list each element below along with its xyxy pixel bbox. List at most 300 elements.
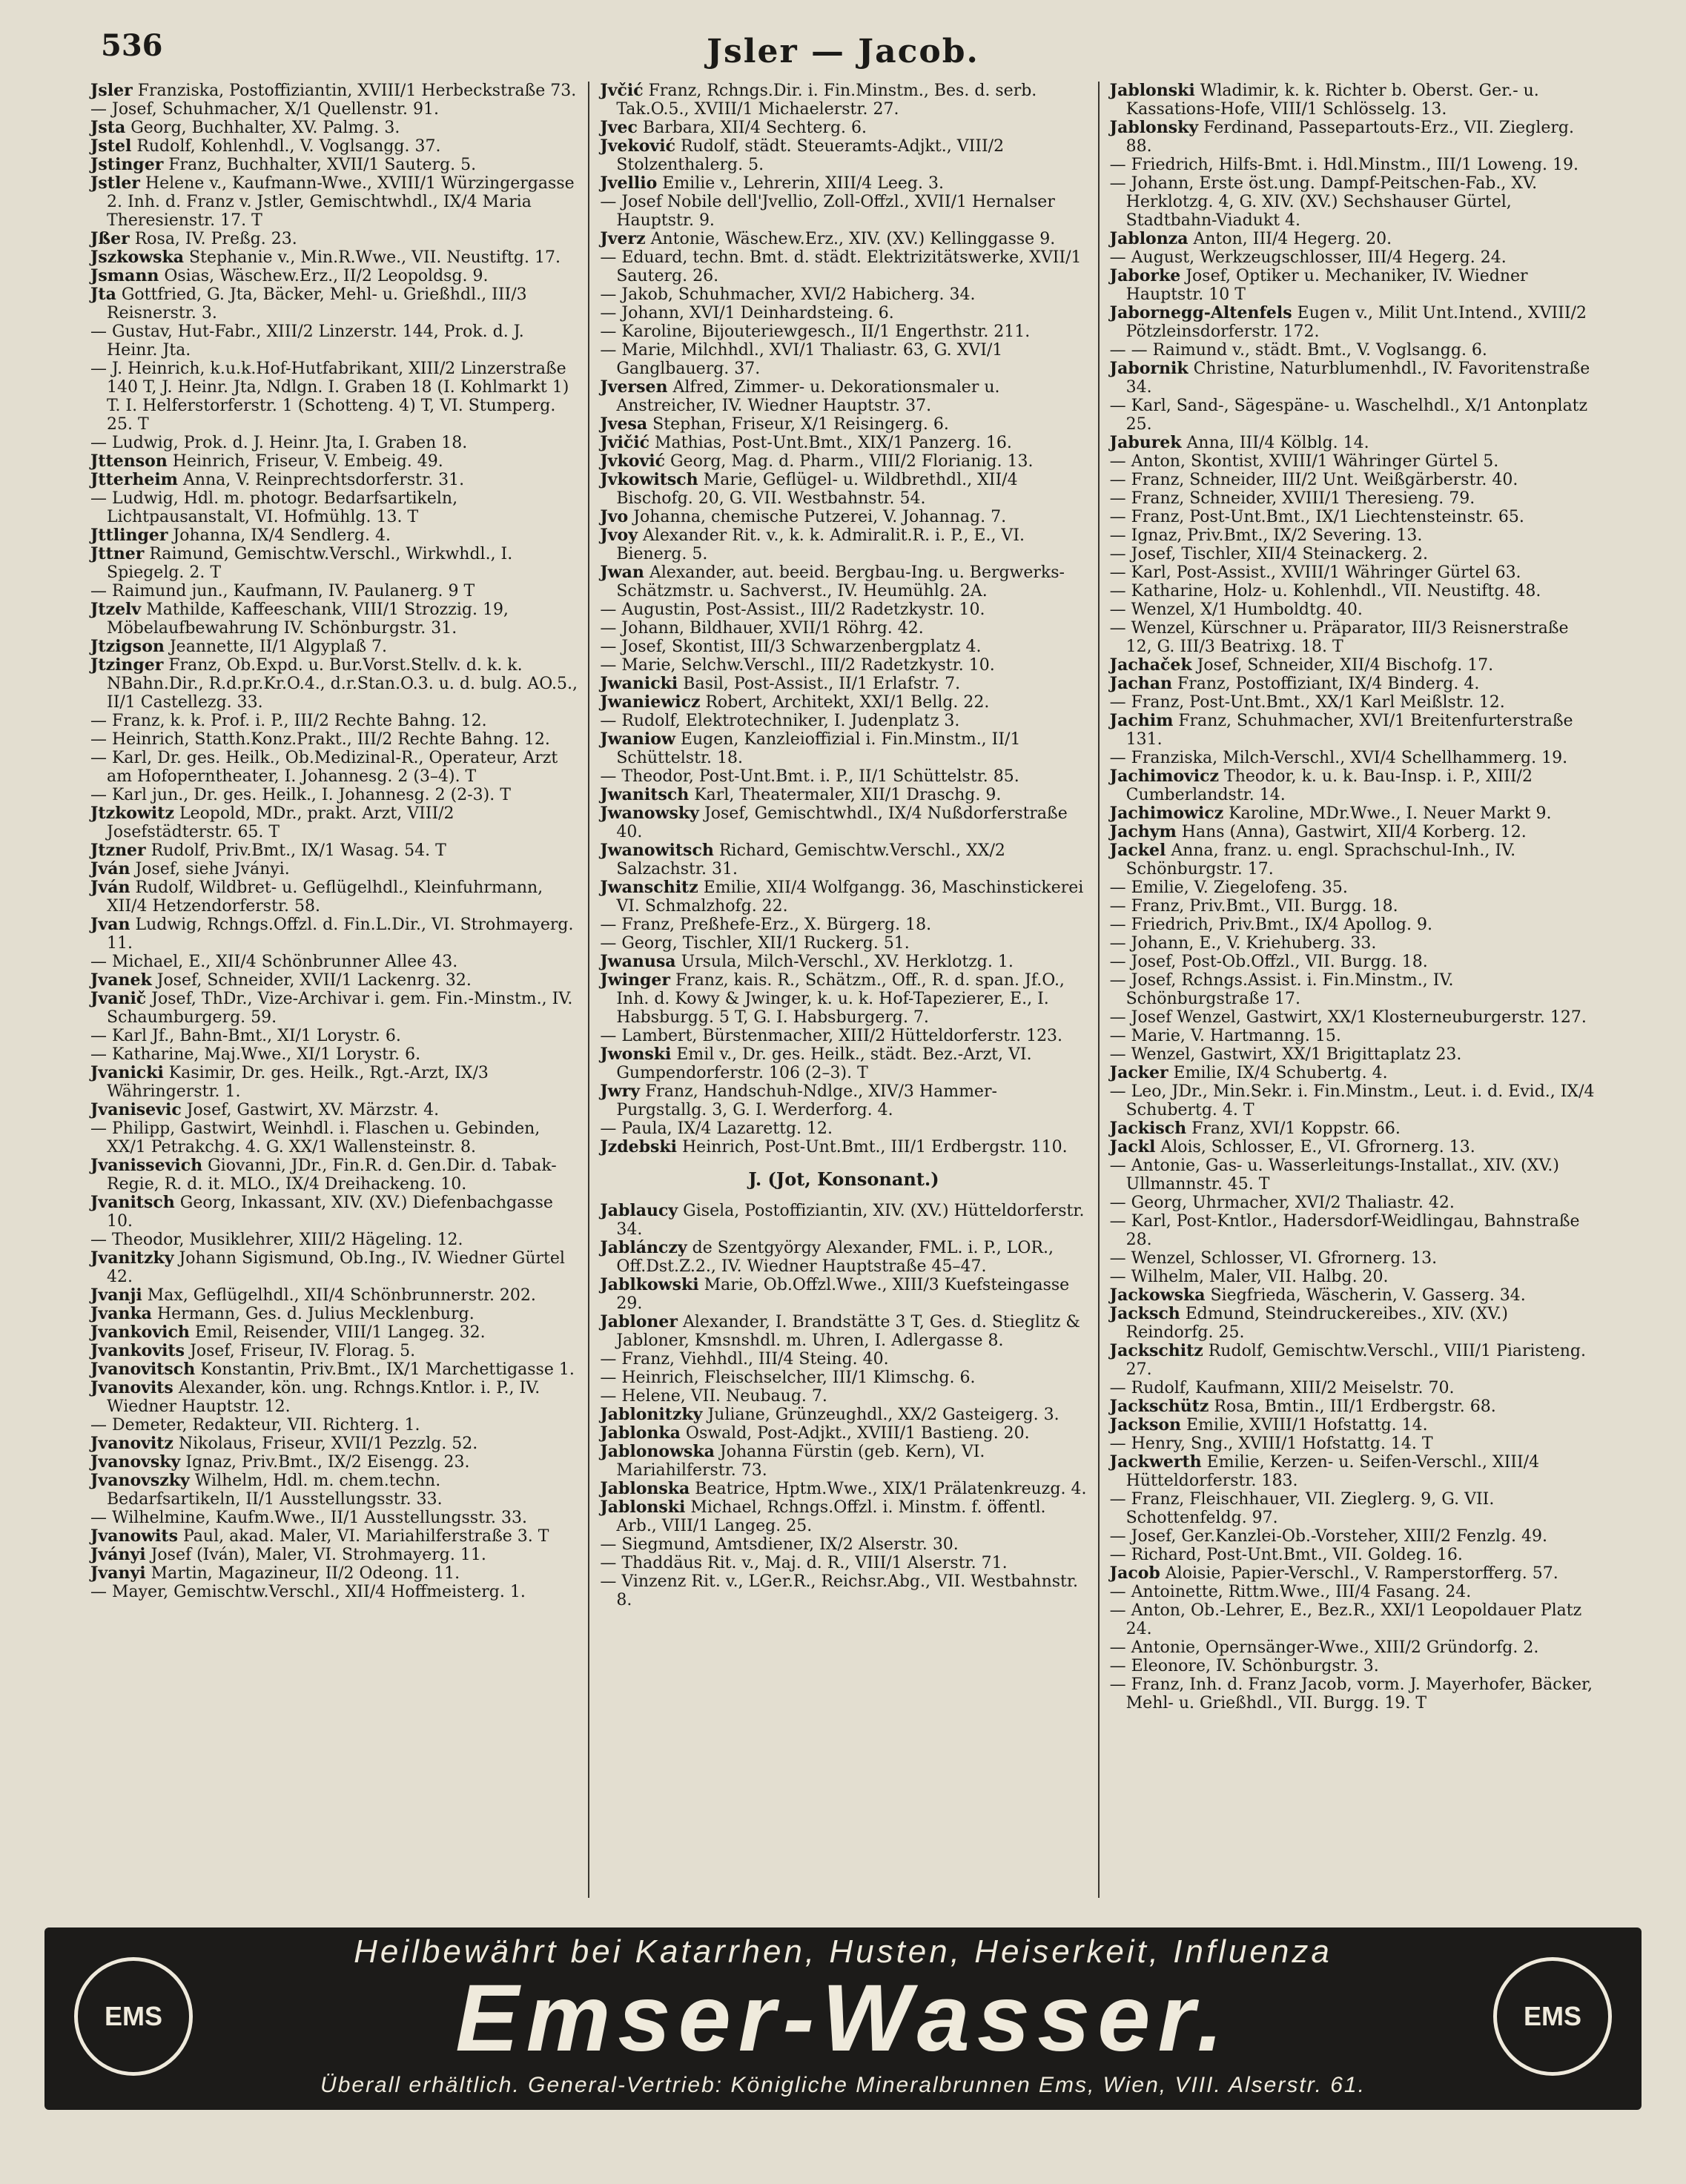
entry-details: Martin, Magazineur, II/2 Odeong. 11.: [151, 1564, 460, 1583]
entry-details: Josef, Friseur, IV. Florag. 5.: [190, 1342, 416, 1360]
directory-entry: [600, 1498, 1087, 1535]
entry-details: — Lambert, Bürstenmacher, XIII/2 Hütteldorferstr. 123.: [600, 1027, 1063, 1045]
entry-details: — Ludwig, Hdl. m. photogr. Bedarfsartikeln, Lichtpausanstalt, VI. Hofmühlg. 13. T: [90, 489, 458, 526]
directory-entry: [1110, 1675, 1597, 1713]
directory-entry: [90, 100, 578, 119]
entry-surname: Jvellio: [600, 173, 658, 193]
entry-surname: Jachym: [1109, 822, 1177, 841]
entry-details: Emilie v., Lehrerin, XIII/4 Leeg. 3.: [662, 174, 944, 193]
ems-logo-right: EMS: [1493, 1957, 1612, 2076]
entry-details: Raimund, Gemischtw.Verschl., Wirkwhdl., I. Spiegelg. 2. T: [107, 545, 513, 582]
directory-entry: [90, 916, 578, 953]
entry-surname: Jablonska: [600, 1479, 690, 1498]
directory-entry: [90, 841, 578, 860]
entry-details: Osias, Wäschew.Erz., II/2 Leopoldsg. 9.: [164, 267, 489, 285]
entry-surname: Jvanovitz: [90, 1434, 173, 1453]
directory-entry: [600, 1480, 1087, 1498]
entry-details: Marie, Ob.Offzl.Wwe., XIII/3 Kuefsteingasse 29.: [616, 1276, 1070, 1313]
directory-entry: [1110, 174, 1597, 230]
directory-entry: [90, 878, 578, 916]
entry-details: — Franz, Viehhdl., III/4 Steing. 40.: [600, 1350, 889, 1369]
entry-details: Gottfried, G. Jta, Bäcker, Mehl- u. Grießhdl., III/3 Reisnerstr. 3.: [107, 285, 527, 322]
directory-entry: [1110, 619, 1597, 656]
entry-details: — Rudolf, Kaufmann, XIII/2 Meiselstr. 70.: [1109, 1379, 1455, 1397]
entry-details: — Antonie, Gas- u. Wasserleitungs-Installat., XIV. (XV.) Ullmannstr. 45. T: [1109, 1156, 1559, 1194]
directory-entry: [90, 1064, 578, 1101]
entry-details: Emil v., Dr. ges. Heilk., städt. Bez.-Arzt, VI. Gumpendorferstr. 106 (2–3). T: [616, 1045, 1032, 1082]
entry-surname: Jacob: [1109, 1563, 1160, 1583]
directory-entry: [600, 600, 1087, 619]
entry-surname: Jablonowska: [600, 1442, 715, 1461]
directory-entry: [600, 934, 1087, 953]
entry-surname: Jvo: [600, 507, 629, 526]
entry-surname: Jablonza: [1109, 229, 1189, 248]
directory-entry: [90, 156, 578, 174]
directory-entry: [1110, 1583, 1597, 1601]
directory-entry: [90, 1249, 578, 1286]
directory-entry: [90, 285, 578, 322]
directory-entry: [90, 712, 578, 730]
entry-details: Oswald, Post-Adjkt., XVIII/1 Bastieng. 20.: [685, 1424, 1030, 1443]
entry-details: Emil, Reisender, VIII/1 Langeg. 32.: [194, 1323, 486, 1342]
entry-details: Georg, Inkassant, XIV. (XV.) Diefenbachgasse 10.: [107, 1194, 553, 1231]
entry-details: Franz, Schuhmacher, XVI/1 Breitenfurterstraße 131.: [1125, 712, 1573, 749]
directory-entry: [1110, 119, 1597, 156]
directory-entry: [1110, 341, 1597, 360]
entry-details: — Heinrich, Statth.Konz.Prakt., III/2 Rechte Bahng. 12.: [90, 730, 550, 749]
entry-details: Eugen v., Milit Unt.Intend., XVIII/2 Pötzleinsdorferstr. 172.: [1125, 304, 1587, 341]
entry-details: — Josef, Tischler, XII/4 Steinackerg. 2.: [1109, 545, 1428, 563]
entry-details: — Karoline, Bijouteriewgesch., II/1 Engerthstr. 211.: [600, 322, 1031, 341]
directory-entry: [1110, 897, 1597, 916]
entry-details: Anton, III/4 Hegerg. 20.: [1193, 230, 1392, 248]
directory-entry: [90, 786, 578, 804]
directory-entry: [1110, 1064, 1597, 1082]
entry-surname: Jvanowits: [90, 1526, 178, 1546]
entry-details: — Wilhelmine, Kaufm.Wwe., II/1 Ausstellungsstr. 33.: [90, 1509, 528, 1527]
entry-surname: Jvoy: [600, 526, 638, 545]
entry-surname: Jvanek: [90, 970, 152, 990]
entry-details: — J. Heinrich, k.u.k.Hof-Hutfabrikant, XIII/2 Linzerstraße 140 T, J. Heinr. Jta, Ndlgn. I. Graben 18 (I. Kohlmarkt 1) T. I. Helferstorferstr. 1 (Schotteng. 4) T, VI. Stumperg. 25. T: [90, 360, 569, 434]
entry-details: — Wenzel, Kürschner u. Präparator, III/3 Reisnerstraße 12, G. III/3 Beatrixg. 18. T: [1109, 619, 1569, 656]
directory-entry: [1110, 304, 1597, 341]
entry-surname: Jvanovsky: [90, 1452, 181, 1472]
entry-surname: Jvičić: [600, 433, 650, 452]
entry-surname: Jackl: [1109, 1137, 1156, 1156]
directory-entry: [600, 730, 1087, 767]
page-number: 536: [101, 28, 163, 63]
directory-entry: [1110, 1156, 1597, 1194]
directory-entry: [90, 1379, 578, 1416]
entry-surname: Jabornegg-Altenfels: [1109, 303, 1292, 322]
directory-entry: [90, 452, 578, 471]
entry-surname: Jvankovich: [90, 1323, 190, 1342]
directory-entry: [600, 1119, 1087, 1138]
entry-surname: Jwanowitsch: [600, 841, 714, 860]
directory-entry: [600, 1554, 1087, 1572]
entry-surname: Jvanitzky: [90, 1248, 174, 1268]
directory-entry: [1110, 1082, 1597, 1119]
directory-entry: [600, 508, 1087, 526]
directory-entry: [1110, 267, 1597, 304]
directory-entry: [600, 82, 1087, 119]
entry-details: — Johann, E., V. Kriehuberg. 33.: [1109, 934, 1377, 953]
directory-entry: [1110, 1564, 1597, 1583]
entry-details: Karoline, MDr.Wwe., I. Neuer Markt 9.: [1229, 804, 1552, 823]
entry-details: — Karl, Post-Kntlor., Hadersdorf-Weidlingau, Bahnstraße 28.: [1109, 1212, 1580, 1249]
entry-details: Barbara, XII/4 Sechterg. 6.: [642, 119, 867, 137]
entry-details: Max, Geflügelhdl., XII/4 Schönbrunnerstr. 202.: [147, 1286, 536, 1305]
entry-details: Ursula, Milch-Verschl., XV. Herklotzg. 1.: [681, 953, 1014, 971]
entry-surname: Jtzinger: [90, 655, 164, 675]
entry-details: Antonie, Wäschew.Erz., XIV. (XV.) Kellinggasse 9.: [650, 230, 1056, 248]
directory-entry: [600, 693, 1087, 712]
entry-surname: Jsler: [90, 82, 133, 100]
directory-entry: [90, 360, 578, 434]
directory-entry: [1110, 804, 1597, 823]
entry-surname: Jachan: [1109, 674, 1172, 693]
entry-surname: Jttlinger: [90, 526, 168, 545]
directory-entry: [600, 1202, 1087, 1239]
entry-details: Wladimir, k. k. Richter b. Oberst. Ger.- u. Kassations-Hofe, VIII/1 Schlösselg. 13.: [1125, 82, 1539, 119]
entry-surname: Jvanisevic: [90, 1100, 182, 1119]
entry-surname: Jackwerth: [1109, 1452, 1202, 1472]
directory-entry: [1110, 563, 1597, 582]
directory-entry: [600, 137, 1087, 174]
directory-entry: [1110, 971, 1597, 1008]
directory-entry: [600, 1027, 1087, 1045]
entry-surname: Jványi: [90, 1545, 146, 1564]
directory-entry: [1110, 953, 1597, 971]
directory-entry: [1110, 1397, 1597, 1416]
directory-entry: [1110, 1027, 1597, 1045]
entry-details: — Mayer, Gemischtw.Verschl., XII/4 Hoffmeisterg. 1.: [90, 1583, 526, 1601]
directory-entry: [600, 471, 1087, 508]
directory-entry: [1110, 1416, 1597, 1435]
entry-surname: Jackson: [1109, 1415, 1182, 1435]
entry-details: Mathilde, Kaffeeschank, VIII/1 Strozzig. 19, Möbelaufbewahrung IV. Schönburgstr. 31.: [107, 600, 509, 638]
entry-details: — Antonie, Opernsänger-Wwe., XIII/2 Gründorfg. 2.: [1109, 1638, 1539, 1657]
entry-details: Rudolf, Wildbret- u. Geflügelhdl., Kleinfuhrmann, XII/4 Hetzendorferstr. 58.: [107, 878, 543, 916]
entry-details: — Marie, Selchw.Verschl., III/2 Radetzkystr. 10.: [600, 656, 995, 675]
entry-surname: Jwonski: [600, 1045, 672, 1064]
directory-entry: [90, 322, 578, 360]
entry-details: Anna, V. Reinprechtsdorferstr. 31.: [182, 471, 465, 489]
entry-details: Johanna, chemische Putzerei, V. Johannag. 7.: [633, 508, 1007, 526]
entry-details: — Johann, Erste öst.ung. Dampf-Peitschen-Fab., XV. Herklotzg. 4, G. XIV. (XV.) Sechshauser Gürtel, Stadtbahn-Viadukt 4.: [1109, 174, 1538, 230]
entry-details: Franz, Handschuh-Ndlge., XIV/3 Hammer-Purgstallg. 3, G. I. Werderforg. 4.: [616, 1082, 997, 1119]
entry-details: — — Raimund v., städt. Bmt., V. Voglsangg. 6.: [1109, 341, 1487, 360]
directory-entry: [600, 619, 1087, 638]
entry-surname: Jackowska: [1109, 1285, 1206, 1305]
entry-details: Siegfrieda, Wäscherin, V. Gasserg. 34.: [1210, 1286, 1526, 1305]
entry-surname: Jvan: [90, 915, 130, 934]
entry-details: Beatrice, Hptm.Wwe., XIX/1 Prälatenkreuzg. 4.: [695, 1480, 1087, 1498]
entry-surname: Jttner: [90, 544, 145, 563]
entry-details: Christine, Naturblumenhdl., IV. Favoritenstraße 34.: [1125, 360, 1590, 397]
entry-surname: Jachimowicz: [1109, 804, 1224, 823]
entry-details: Heinrich, Friseur, V. Embeig. 49.: [172, 452, 443, 471]
entry-surname: Jackel: [1109, 841, 1166, 860]
entry-details: — Augustin, Post-Assist., III/2 Radetzkystr. 10.: [600, 600, 985, 619]
entry-details: Johann Sigismund, Ob.Ing., IV. Wiedner Gürtel 42.: [107, 1249, 565, 1286]
entry-details: Marie, Geflügel- u. Wildbrethdl., XII/4 Bischofg. 20, G. VII. Westbahnstr. 54.: [616, 471, 1018, 508]
entry-surname: Jsmann: [90, 266, 159, 285]
entry-details: Emilie, Kerzen- u. Seifen-Verschl., XIII/4 Hütteldorferstr. 183.: [1125, 1453, 1540, 1490]
directory-entry: [1110, 749, 1597, 767]
entry-surname: Jablánczy: [600, 1238, 687, 1257]
directory-entry: [1110, 452, 1597, 471]
entry-details: — Wenzel, Gastwirt, XX/1 Brigittaplatz 23.: [1109, 1045, 1462, 1064]
entry-details: — Josef, Schuhmacher, X/1 Quellenstr. 91.: [90, 100, 439, 119]
directory-entry: [90, 971, 578, 990]
entry-details: Franz, Postoffiziant, IX/4 Binderg. 4.: [1177, 675, 1480, 693]
entry-surname: Jablonski: [600, 1498, 686, 1517]
entry-details: Franz, kais. R., Schätzm., Off., R. d. span. Jf.O., Inh. d. Kowy & Jwinger, k. u. k. Hof-Tapezierer, E., I. Habsburgg. 5 T, G. I. Habsburgerg. 7.: [616, 971, 1065, 1027]
directory-entry: [600, 878, 1087, 916]
directory-entry: [600, 804, 1087, 841]
entry-details: Alexander, I. Brandstätte 3 T, Ges. d. Stieglitz & Jabloner, Kmsnshdl. m. Uhren, I. Adlergasse 8.: [616, 1313, 1080, 1350]
entry-details: — Theodor, Post-Unt.Bmt. i. P., II/1 Schüttelstr. 85.: [600, 767, 1019, 786]
entry-details: Josef, Gastwirt, XV. Märzstr. 4.: [186, 1101, 440, 1119]
entry-surname: Jtterheim: [90, 470, 178, 489]
entry-surname: Jablkowski: [600, 1275, 699, 1294]
entry-details: — Franz, Priv.Bmt., VII. Burgg. 18.: [1109, 897, 1398, 916]
entry-details: Jeannette, II/1 Algyplaß 7.: [169, 638, 387, 656]
directory-entry: [1110, 767, 1597, 804]
entry-details: — Thaddäus Rit. v., Maj. d. R., VIII/1 Alserstr. 71.: [600, 1554, 1008, 1572]
directory-entry: [1110, 1546, 1597, 1564]
entry-details: Emilie, IX/4 Schubertg. 4.: [1173, 1064, 1388, 1082]
entry-surname: Jackschütz: [1109, 1397, 1209, 1416]
directory-entry: [1110, 1657, 1597, 1675]
directory-entry: [90, 953, 578, 971]
entry-details: — Franz, Preßhefe-Erz., X. Bürgerg. 18.: [600, 916, 932, 934]
entry-details: — Paula, IX/4 Lazarettg. 12.: [600, 1119, 833, 1138]
directory-entry: [1110, 1119, 1597, 1138]
directory-entry: [90, 174, 578, 230]
directory-entry: [90, 804, 578, 841]
entry-surname: Jabloner: [600, 1312, 678, 1331]
entry-details: Josef, Gemischtwhdl., IX/4 Nußdorferstraße 40.: [616, 804, 1068, 841]
directory-entry: [600, 656, 1087, 675]
entry-surname: Jwaniewicz: [600, 692, 701, 712]
directory-entry: [90, 1305, 578, 1323]
entry-details: — Josef Nobile dell'Jvellio, Zoll-Offzl., XVII/1 Hernalser Hauptstr. 9.: [600, 193, 1055, 230]
directory-entry: [90, 1360, 578, 1379]
entry-details: Ferdinand, Passepartouts-Erz., VII. Zieglerg. 88.: [1125, 119, 1574, 156]
entry-details: Josef, Optiker u. Mechaniker, IV. Wiedner Hauptstr. 10 T: [1125, 267, 1528, 304]
entry-details: — Georg, Uhrmacher, XVI/2 Thaliastr. 42.: [1109, 1194, 1455, 1212]
entry-surname: Jackisch: [1109, 1119, 1187, 1138]
entry-details: Rudolf, Kohlenhdl., V. Voglsangg. 37.: [136, 137, 441, 156]
entry-details: Leopold, MDr., prakt. Arzt, VIII/2 Josefstädterstr. 65. T: [107, 804, 454, 841]
entry-surname: Jwan: [600, 563, 644, 582]
directory-entry: [1110, 545, 1597, 563]
entry-details: — August, Werkzeugschlosser, III/4 Hegerg. 24.: [1109, 248, 1507, 267]
entry-details: Alois, Schlosser, E., VI. Gfrornerg. 13.: [1160, 1138, 1475, 1156]
directory-entry: [90, 434, 578, 452]
entry-details: Josef, Schneider, XVII/1 Lackenrg. 32.: [156, 971, 472, 990]
entry-surname: Jaburek: [1109, 433, 1182, 452]
column-2: [588, 82, 1097, 1898]
directory-entry: [600, 434, 1087, 452]
directory-entry: [90, 1435, 578, 1453]
directory-entry: [600, 1443, 1087, 1480]
entry-details: — Johann, XVI/1 Deinhardsteing. 6.: [600, 304, 894, 322]
directory-entry: [600, 1535, 1087, 1554]
entry-details: Rosa, IV. Preßg. 23.: [134, 230, 297, 248]
directory-entry: [90, 1509, 578, 1527]
entry-details: — Ludwig, Prok. d. J. Heinr. Jta, I. Graben 18.: [90, 434, 468, 452]
entry-details: Josef, siehe Jványi.: [135, 860, 290, 878]
directory-entry: [600, 1350, 1087, 1369]
entry-details: — Katharine, Holz- u. Kohlenhdl., VII. Neustiftg. 48.: [1109, 582, 1541, 600]
directory-entry: [1110, 248, 1597, 267]
entry-surname: Jstel: [90, 136, 132, 156]
directory-entry: [600, 1082, 1087, 1119]
directory-entry: [600, 953, 1087, 971]
directory-entry: [600, 1045, 1087, 1082]
entry-details: Basil, Post-Assist., II/1 Erlafstr. 7.: [683, 675, 961, 693]
directory-entry: [90, 489, 578, 526]
directory-entry: [90, 1527, 578, 1546]
entry-details: — Katharine, Maj.Wwe., XI/1 Lorystr. 6.: [90, 1045, 421, 1064]
entry-details: — Richard, Post-Unt.Bmt., VII. Goldeg. 16.: [1109, 1546, 1463, 1564]
entry-surname: Jablaucy: [600, 1201, 678, 1220]
entry-surname: Jvanič: [90, 989, 147, 1008]
entry-surname: Jstinger: [90, 155, 164, 174]
directory-entry: [90, 526, 578, 545]
entry-details: Paul, akad. Maler, VI. Mariahilferstraße 3. T: [182, 1527, 549, 1546]
directory-entry: [600, 452, 1087, 471]
entry-surname: Jwanicki: [600, 674, 678, 693]
directory-entry: [90, 1286, 578, 1305]
entry-surname: Jvanovitsch: [90, 1360, 196, 1379]
entry-details: Wilhelm, Hdl. m. chem.techn. Bedarfsartikeln, II/1 Ausstellungsstr. 33.: [107, 1472, 443, 1509]
entry-surname: Jvesa: [600, 414, 648, 434]
entry-details: Theodor, k. u. k. Bau-Insp. i. P., XIII/2 Cumberlandstr. 14.: [1125, 767, 1533, 804]
directory-entry: [90, 990, 578, 1027]
entry-surname: Jablonitzky: [600, 1405, 703, 1424]
entry-details: Anna, franz. u. engl. Sprachschul-Inh., IV. Schönburgstr. 17.: [1125, 841, 1516, 878]
entry-surname: Jßer: [90, 229, 130, 248]
directory-entry: [600, 1138, 1087, 1156]
entry-surname: Jvanji: [90, 1285, 142, 1305]
entry-details: Kasimir, Dr. ges. Heilk., Rgt.-Arzt, IX/3 Währingerstr. 1.: [107, 1064, 489, 1101]
entry-surname: Jvanitsch: [90, 1193, 175, 1212]
entry-surname: Jtzkowitz: [90, 804, 174, 823]
entry-surname: Jaborke: [1109, 266, 1181, 285]
directory-entry: [1110, 823, 1597, 841]
entry-details: — Antoinette, Rittm.Wwe., III/4 Fasang. 24.: [1109, 1583, 1472, 1601]
directory-entry: [90, 600, 578, 638]
entry-details: — Wenzel, X/1 Humboldtg. 40.: [1109, 600, 1363, 619]
entry-surname: Jversen: [600, 377, 668, 397]
entry-surname: Jvanyi: [90, 1563, 146, 1583]
entry-details: Nikolaus, Friseur, XVII/1 Pezzlg. 52.: [178, 1435, 478, 1453]
column-3: [1098, 82, 1607, 1898]
entry-surname: Jwry: [600, 1082, 641, 1101]
entry-details: — Michael, E., XII/4 Schönbrunner Allee 43.: [90, 953, 458, 971]
directory-entry: [1110, 1638, 1597, 1657]
entry-surname: Jvec: [600, 118, 638, 137]
entry-details: — Wilhelm, Maler, VII. Halbg. 20.: [1109, 1268, 1389, 1286]
entry-details: — Karl, Sand-, Sägespäne- u. Waschelhdl., X/1 Antonplatz 25.: [1109, 397, 1588, 434]
directory-entry: [90, 730, 578, 749]
entry-details: — Josef, Post-Ob.Offzl., VII. Burgg. 18.: [1109, 953, 1428, 971]
entry-details: Helene v., Kaufmann-Wwe., XVIII/1 Würzingergasse 2. Inh. d. Franz v. Jstler, Gemischtwhdl., IX/4 Maria Theresienstr. 17. T: [107, 174, 575, 230]
entry-details: Richard, Gemischtw.Verschl., XX/2 Salzachstr. 31.: [616, 841, 1005, 878]
entry-details: Johanna Fürstin (geb. Kern), VI. Mariahilferstr. 73.: [616, 1443, 985, 1480]
entry-surname: Jabornik: [1109, 359, 1189, 378]
directory-entry: [90, 1546, 578, 1564]
entry-details: Konstantin, Priv.Bmt., IX/1 Marchettigasse 1.: [200, 1360, 575, 1379]
ad-product-name: Emser-Wasser.: [455, 1965, 1231, 2071]
ad-footer: Überall erhältlich. General-Vertrieb: Königliche Mineralbrunnen Ems, Wien, VIII. Alserstr. 61.: [320, 2073, 1366, 2097]
entry-details: — Eduard, techn. Bmt. d. städt. Elektrizitätswerke, XVII/1 Sauterg. 26.: [600, 248, 1082, 285]
entry-details: Robert, Architekt, XXI/1 Bellg. 22.: [705, 693, 990, 712]
directory-entry: [600, 916, 1087, 934]
directory-entry: [90, 1027, 578, 1045]
directory-entry: [600, 712, 1087, 730]
entry-details: Alexander, kön. ung. Rchngs.Kntlor. i. P., IV. Wiedner Hauptstr. 12.: [107, 1379, 540, 1416]
entry-details: Josef (Iván), Maler, VI. Strohmayerg. 11.: [151, 1546, 486, 1564]
entry-surname: Jván: [90, 878, 130, 897]
entry-details: Michael, Rchngs.Offzl. i. Minstm. f. öffentl. Arb., VIII/1 Langeg. 25.: [616, 1498, 1046, 1535]
entry-surname: Jszkowska: [90, 248, 185, 267]
directory-entry: [1110, 1490, 1597, 1527]
directory-entry: [600, 786, 1087, 804]
entry-surname: Jvanovszky: [90, 1471, 190, 1490]
entry-details: — Henry, Sng., XVIII/1 Hofstattg. 14. T: [1109, 1435, 1433, 1453]
directory-entry: [90, 248, 578, 267]
entry-surname: Jvanicki: [90, 1063, 164, 1082]
directory-entry: [1110, 1212, 1597, 1249]
directory-entry: [1110, 82, 1597, 119]
entry-details: Anna, III/4 Kölblg. 14.: [1186, 434, 1369, 452]
entry-details: Ludwig, Rchngs.Offzl. d. Fin.L.Dir., VI. Strohmayerg. 11.: [107, 916, 574, 953]
entry-surname: Jzdebski: [600, 1137, 677, 1156]
directory-entry: [1110, 1045, 1597, 1064]
directory-entry: [600, 304, 1087, 322]
entry-details: — Karl, Post-Assist., XVIII/1 Währinger Gürtel 63.: [1109, 563, 1521, 582]
entry-details: Stephanie v., Min.R.Wwe., VII. Neustiftg. 17.: [189, 248, 561, 267]
entry-details: Georg, Mag. d. Pharm., VIII/2 Florianig. 13.: [670, 452, 1034, 471]
entry-details: — Theodor, Musiklehrer, XIII/2 Hägeling. 12.: [90, 1231, 463, 1249]
entry-details: — Josef, Skontist, III/3 Schwarzenbergplatz 4.: [600, 638, 982, 656]
directory-entry: [1110, 1268, 1597, 1286]
directory-entry: [90, 119, 578, 137]
directory-entry: [1110, 934, 1597, 953]
entry-details: — Ignaz, Priv.Bmt., IX/2 Severing. 13.: [1109, 526, 1423, 545]
entry-details: Rudolf, Gemischtw.Verschl., VIII/1 Piaristeng. 27.: [1125, 1342, 1586, 1379]
entry-details: — Franz, Schneider, XVIII/1 Theresieng. 79.: [1109, 489, 1475, 508]
directory-entry: [600, 322, 1087, 341]
directory-entry: [90, 1416, 578, 1435]
directory-entry: [1110, 1249, 1597, 1268]
entry-details: Edmund, Steindruckereibes., XIV. (XV.) Reindorfg. 25.: [1125, 1305, 1508, 1342]
directory-entry: [600, 1369, 1087, 1387]
entry-surname: Jablonka: [600, 1423, 681, 1443]
entry-surname: Jvanka: [90, 1304, 152, 1323]
entry-details: Franziska, Postoffiziantin, XVIII/1 Herbeckstraße 73.: [137, 82, 577, 100]
entry-surname: Jván: [90, 859, 130, 878]
entry-details: — Helene, VII. Neubaug. 7.: [600, 1387, 827, 1406]
directory-entry: [1110, 693, 1597, 712]
directory-entry: [600, 675, 1087, 693]
directory-entry: [600, 119, 1087, 137]
